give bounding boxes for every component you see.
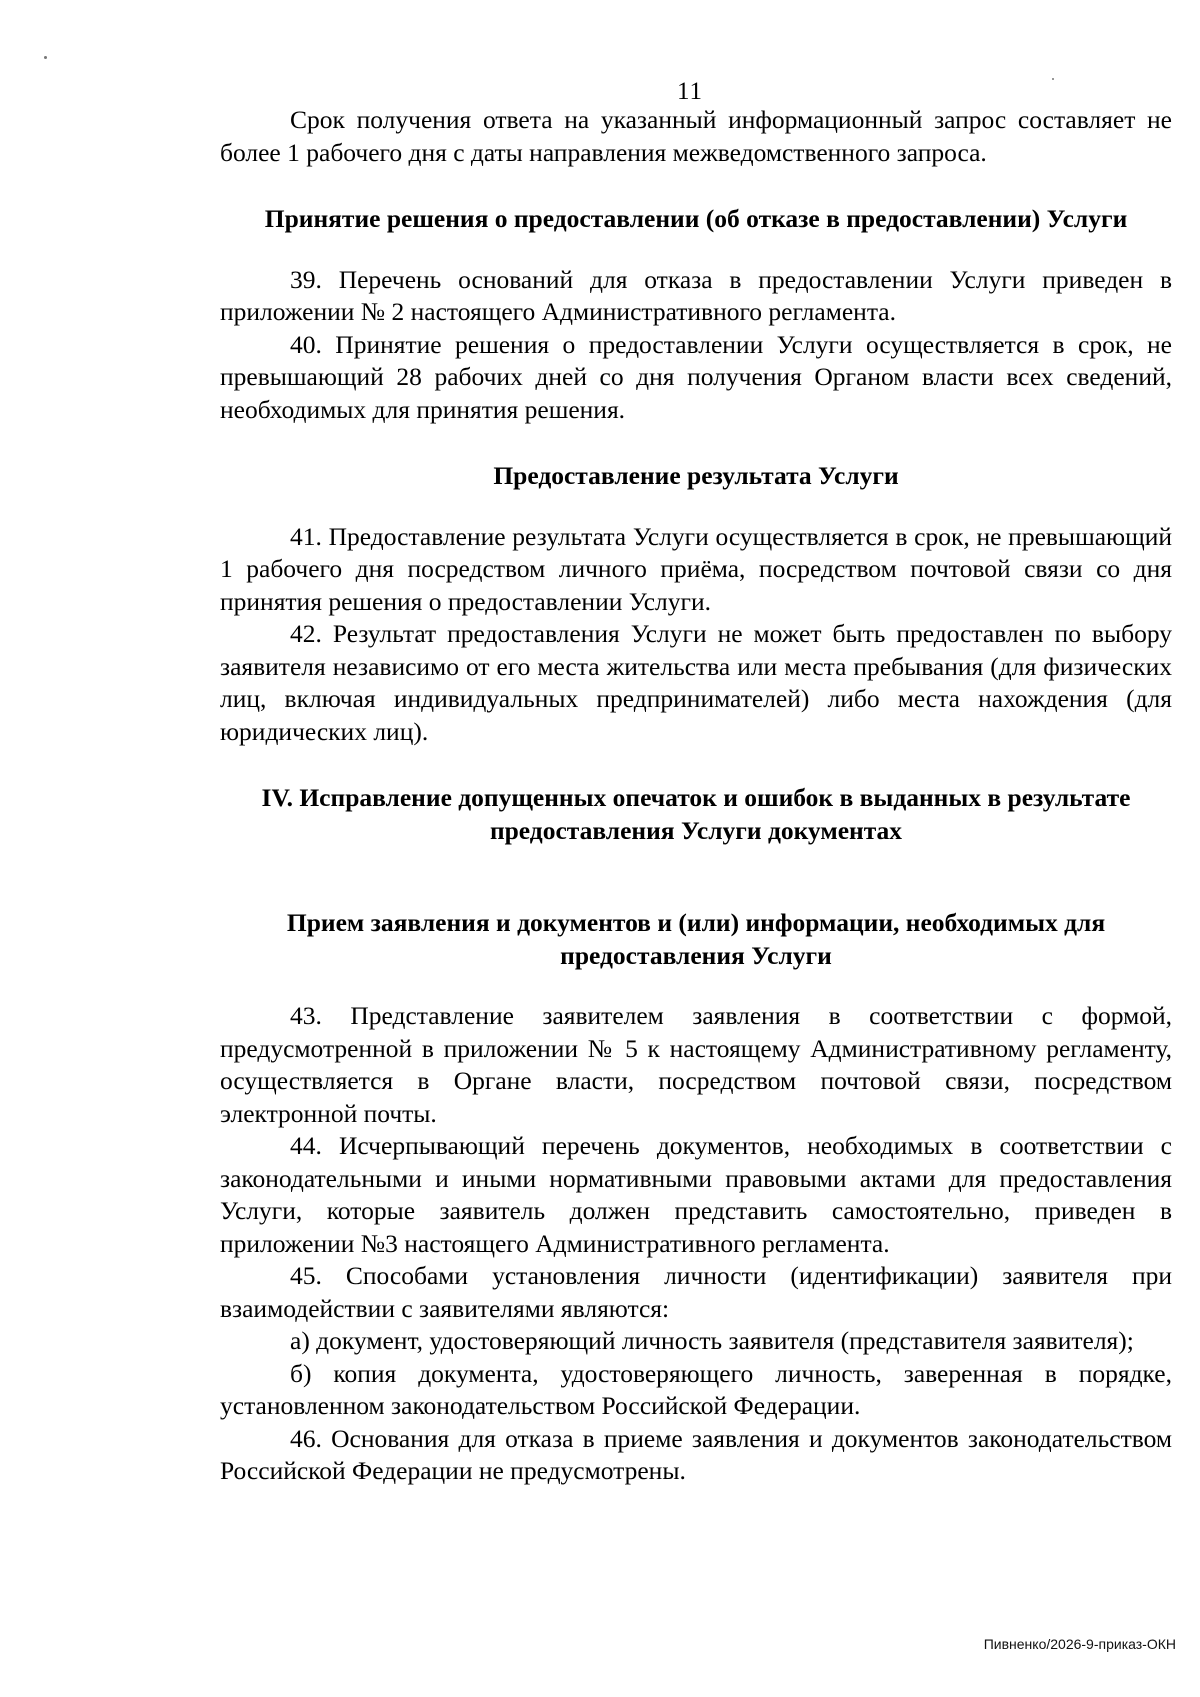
paragraph-44: 44. Исчерпывающий перечень документов, необходимых в соответствии с законодательными и иными нормативными правовыми актами для предоставления Услуги, которые заявитель должен представить самостоятельно, приведен в приложении №3 настоящего Административного регламента. xyxy=(220,1131,1172,1258)
paragraph-45: 45. Способами установления личности (идентификации) заявителя при взаимодействии с заявителями являются: xyxy=(220,1261,1172,1323)
paragraph-41: 41. Предоставление результата Услуги осуществляется в срок, не превышающий 1 рабочего дня посредством личного приёма, посредством почтовой связи со дня принятия решения о предоставлении Услуги. xyxy=(220,521,1172,616)
paragraph-46: 46. Основания для отказа в приеме заявления и документов законодательством Российской Федерации не предусмотрены. xyxy=(220,1423,1172,1485)
paragraph-45a: а) документ, удостоверяющий личность заявителя (представителя заявителя); xyxy=(290,1326,1134,1355)
paragraph-43: 43. Представление заявителем заявления в соответствии с формой, предусмотренной в приложении № 5 к настоящему Административному регламенту, осуществляется в Органе власти, посредством почтовой связи, посредством электронной почты. xyxy=(220,1001,1172,1128)
heading-result: Предоставление результата Услуги xyxy=(493,461,899,490)
document-body xyxy=(220,104,1172,1488)
page-number: 11 xyxy=(676,78,704,105)
heading-section-iv: IV. Исправление допущенных опечаток и ошибок в выданных в результате предоставления Услуги документах xyxy=(261,783,1131,845)
document-reference: Пивненко/2026-9-приказ-ОКН xyxy=(983,1636,1176,1652)
scan-speck xyxy=(44,56,47,59)
paragraph-42: 42. Результат предоставления Услуги не может быть предоставлен по выбору заявителя независимо от его места жительства или места пребывания (для физических лиц, включая индивидуальных предпринимателей) либо места нахождения (для юридических лиц). xyxy=(220,619,1172,746)
heading-intake: Прием заявления и документов и (или) информации, необходимых для предоставления Услуги xyxy=(286,908,1106,970)
paragraph-39: 39. Перечень оснований для отказа в предоставлении Услуги приведен в приложении № 2 настоящего Административного регламента. xyxy=(220,264,1172,326)
heading-decision: Принятие решения о предоставлении (об отказе в предоставлении) Услуги xyxy=(264,204,1128,233)
paragraph-response-term: Срок получения ответа на указанный информационный запрос составляет не более 1 рабочего дня с даты направления межведомственного запроса. xyxy=(220,105,1172,167)
paragraph-45b: б) копия документа, удостоверяющего личность, заверенная в порядке, установленном законодательством Российской Федерации. xyxy=(220,1358,1172,1420)
paragraph-40: 40. Принятие решения о предоставлении Услуги осуществляется в срок, не превышающий 28 рабочих дней со дня получения Органом власти всех сведений, необходимых для принятия решения. xyxy=(220,329,1172,424)
